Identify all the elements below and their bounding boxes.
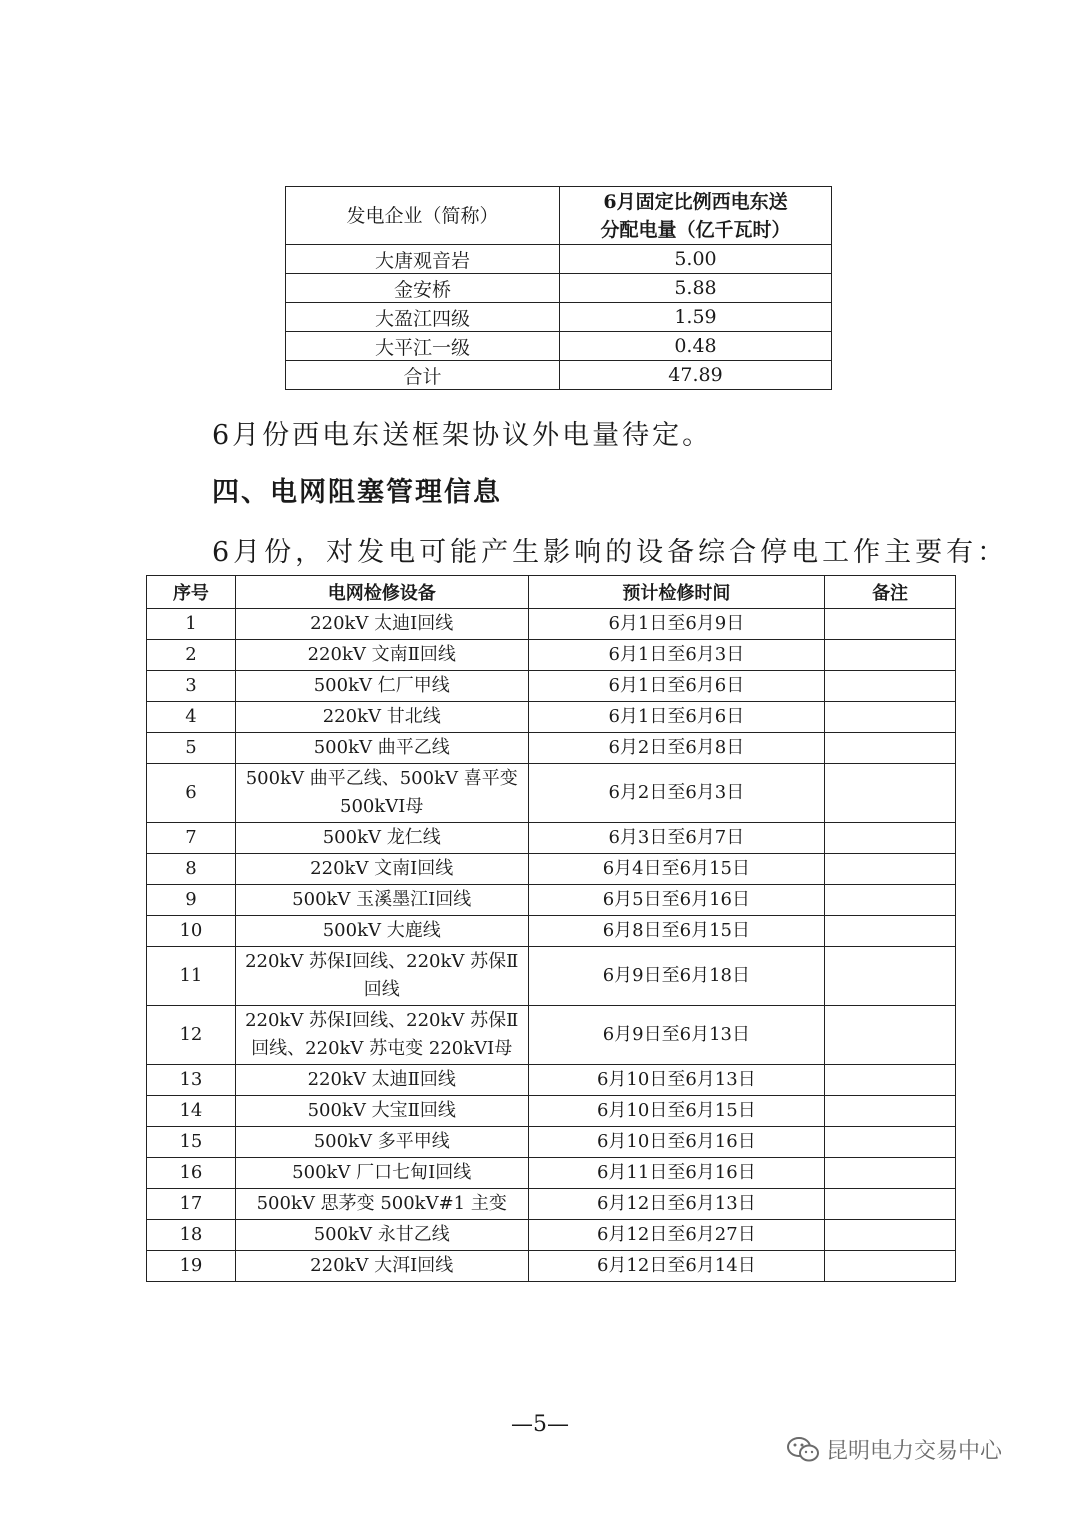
amount-cell: 0.48 [560,332,832,361]
device-cell [235,854,528,885]
time-cell: 6月12日至6月14日 [528,1251,825,1282]
note-cell [825,1158,956,1189]
table-row [147,1127,956,1158]
table-row [147,1189,956,1220]
note-cell [825,1096,956,1127]
header-note: 备注 [825,576,956,609]
table-row [147,916,956,947]
device-cell [235,916,528,947]
device-cell [235,1065,528,1096]
note-cell [825,1220,956,1251]
note-cell [825,947,956,1006]
time-cell: 6月10日至6月13日 [528,1065,825,1096]
time-cell: 6月3日至6月7日 [528,823,825,854]
table-row [147,1096,956,1127]
time-cell: 6月12日至6月27日 [528,1220,825,1251]
device-line: 回线、220kV 苏屯变 220kVⅠ母 [251,1038,513,1059]
device-cell [235,1006,528,1065]
device-cell [235,1189,528,1220]
device-cell [235,702,528,733]
table-row-total [286,361,832,390]
device-line: 500kV 思茅变 500kV#1 主变 [256,1193,507,1214]
device-line: 500kV 大鹿线 [322,920,441,941]
outage-table-body [147,609,956,1282]
time-cell: 6月9日至6月13日 [528,1006,825,1065]
row-number-cell: 15 [147,1127,236,1158]
note-cell [825,764,956,823]
header-no: 序号 [147,576,236,609]
company-cell: 大盈江四级 [286,303,560,332]
device-line: 500kV 仁厂甲线 [313,675,450,696]
note-cell [825,609,956,640]
note-cell [825,1127,956,1158]
device-line: 220kV 苏保Ⅰ回线、220kV 苏保Ⅱ [245,951,519,972]
time-cell: 6月4日至6月15日 [528,854,825,885]
time-cell: 6月1日至6月6日 [528,702,825,733]
header-amount [560,187,832,245]
note-cell [825,885,956,916]
note-cell [825,1006,956,1065]
table-row [147,702,956,733]
row-number-cell: 4 [147,702,236,733]
amount-cell: 47.89 [560,361,832,390]
time-cell: 6月12日至6月13日 [528,1189,825,1220]
outage-table [146,575,956,1282]
row-number-cell: 7 [147,823,236,854]
device-cell [235,733,528,764]
device-cell [235,1220,528,1251]
note-cell [825,823,956,854]
table-row [147,1251,956,1282]
table-row [147,885,956,916]
time-cell: 6月2日至6月3日 [528,764,825,823]
note-cell [825,1189,956,1220]
allocation-table [285,186,832,390]
device-cell [235,1096,528,1127]
device-cell [235,947,528,1006]
device-cell [235,764,528,823]
header-device: 电网检修设备 [235,576,528,609]
wechat-icon [786,1436,820,1464]
device-line: 220kV 文南Ⅱ回线 [307,644,456,665]
outage-table-header [147,576,956,609]
device-line: 220kV 大洱Ⅰ回线 [310,1255,454,1276]
table-row [147,764,956,823]
header-amount-line1: 6月固定比例西电东送 [603,190,788,213]
device-cell [235,609,528,640]
device-line: 220kV 太迪Ⅰ回线 [310,613,454,634]
row-number-cell: 9 [147,885,236,916]
note-cell [825,671,956,702]
device-cell [235,1158,528,1189]
table-row [147,1065,956,1096]
row-number-cell: 19 [147,1251,236,1282]
time-cell: 6月9日至6月18日 [528,947,825,1006]
watermark-text: 昆明电力交易中心 [826,1439,1003,1464]
table-row [286,303,832,332]
row-number-cell: 12 [147,1006,236,1065]
amount-cell: 1.59 [560,303,832,332]
device-line: 220kV 甘北线 [322,706,441,727]
time-cell: 6月11日至6月16日 [528,1158,825,1189]
table-row [286,245,832,274]
note-cell [825,916,956,947]
device-cell [235,671,528,702]
table-row [147,671,956,702]
table-row [147,609,956,640]
device-line: 220kV 文南Ⅰ回线 [310,858,454,879]
note-cell [825,702,956,733]
note-cell [825,854,956,885]
device-line: 500kV 厂口七甸Ⅰ回线 [292,1162,472,1183]
time-cell: 6月10日至6月16日 [528,1127,825,1158]
row-number-cell: 13 [147,1065,236,1096]
device-line: 220kV 太迪Ⅱ回线 [307,1069,456,1090]
device-line: 500kV 大宝Ⅱ回线 [307,1100,456,1121]
device-cell [235,1251,528,1282]
page-number: —5— [511,1412,569,1437]
table-row [147,1006,956,1065]
header-time: 预计检修时间 [528,576,825,609]
note-cell [825,733,956,764]
row-number-cell: 18 [147,1220,236,1251]
paragraph-outage-intro: 6月份，对发电可能产生影响的设备综合停电工作主要有： [212,537,1009,568]
time-cell: 6月8日至6月15日 [528,916,825,947]
row-number-cell: 14 [147,1096,236,1127]
time-cell: 6月1日至6月3日 [528,640,825,671]
section-heading: 四、电网阻塞管理信息 [212,477,502,508]
device-cell [235,885,528,916]
time-cell: 6月1日至6月9日 [528,609,825,640]
table-row [147,823,956,854]
table-row [147,854,956,885]
company-cell: 大平江一级 [286,332,560,361]
row-number-cell: 11 [147,947,236,1006]
row-number-cell: 10 [147,916,236,947]
header-amount-line2: 分配电量（亿千瓦时） [600,218,791,241]
amount-cell: 5.88 [560,274,832,303]
row-number-cell: 5 [147,733,236,764]
device-line: 500kV 永甘乙线 [313,1224,450,1245]
row-number-cell: 17 [147,1189,236,1220]
table-row [147,1158,956,1189]
device-line: 500kV 玉溪墨江Ⅰ回线 [292,889,472,910]
row-number-cell: 16 [147,1158,236,1189]
company-cell: 合计 [286,361,560,390]
device-line: 220kV 苏保Ⅰ回线、220kV 苏保Ⅱ [245,1010,519,1031]
watermark [786,1434,1002,1465]
device-cell [235,823,528,854]
paragraph-framework-note: 6月份西电东送框架协议外电量待定。 [212,420,713,451]
row-number-cell: 3 [147,671,236,702]
allocation-table-header [286,187,832,245]
device-line: 500kV 多平甲线 [313,1131,450,1152]
company-cell: 大唐观音岩 [286,245,560,274]
table-row [286,274,832,303]
time-cell: 6月5日至6月16日 [528,885,825,916]
table-row [147,733,956,764]
device-cell [235,640,528,671]
amount-cell: 5.00 [560,245,832,274]
time-cell: 6月10日至6月15日 [528,1096,825,1127]
table-row [147,947,956,1006]
note-cell [825,1065,956,1096]
company-cell: 金安桥 [286,274,560,303]
device-cell [235,1127,528,1158]
note-cell [825,640,956,671]
device-line: 回线 [363,979,400,1000]
table-row [147,640,956,671]
table-row [147,1220,956,1251]
time-cell: 6月2日至6月8日 [528,733,825,764]
device-line: 500kV 曲平乙线、500kV 喜平变 [245,768,518,789]
row-number-cell: 8 [147,854,236,885]
time-cell: 6月1日至6月6日 [528,671,825,702]
header-company: 发电企业（简称） [286,187,560,245]
device-line: 500kV 龙仁线 [322,827,441,848]
row-number-cell: 1 [147,609,236,640]
device-line: 500kVⅠ母 [340,796,424,817]
note-cell [825,1251,956,1282]
row-number-cell: 2 [147,640,236,671]
row-number-cell: 6 [147,764,236,823]
table-row [286,332,832,361]
device-line: 500kV 曲平乙线 [313,737,450,758]
